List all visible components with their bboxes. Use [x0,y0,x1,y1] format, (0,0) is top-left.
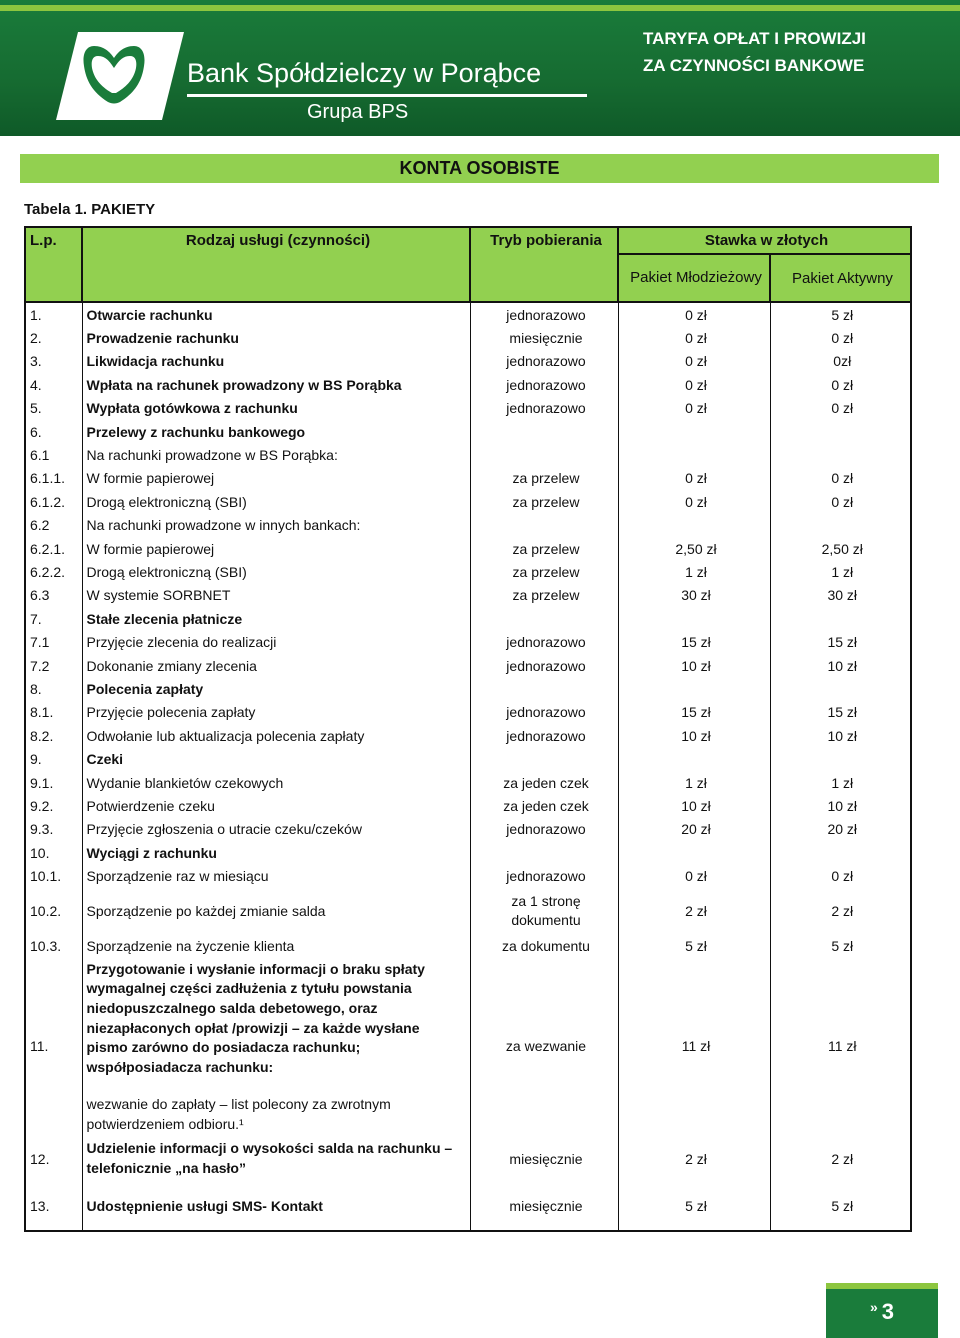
table-row [25,771,911,794]
bank-name: Bank Spółdzielczy w Porąbce [187,58,542,88]
row-service: Czeki [82,747,470,770]
row-price-aktywny: 1 zł [770,560,911,583]
row-service: Polecenia zapłaty [82,677,470,700]
row-mode: za wezwanie [470,958,618,1135]
row-mode: jednorazowo [470,724,618,747]
row-price-aktywny: 5 zł [770,934,911,958]
row-price-mlodziezowy: 10 zł [618,654,770,677]
row-mode: za jeden czek [470,794,618,817]
row-price-aktywny [770,514,911,537]
row-price-mlodziezowy: 10 zł [618,724,770,747]
page-number-box [826,1283,938,1338]
row-price-mlodziezowy: 5 zł [618,1183,770,1231]
row-lp: 8.2. [25,724,82,747]
table-row [25,724,911,747]
row-price-mlodziezowy: 0 zł [618,302,770,326]
row-service: Likwidacja rachunku [82,350,470,373]
table-row [25,373,911,396]
row-price-aktywny: 30 zł [770,584,911,607]
table-row [25,584,911,607]
fee-table [24,226,912,1232]
row-lp: 7. [25,607,82,630]
row-lp: 6.1.2. [25,490,82,513]
row-price-aktywny: 15 zł [770,630,911,653]
table-row [25,302,911,326]
row-mode: za dokumentu [470,934,618,958]
row-price-aktywny: 5 zł [770,302,911,326]
table-row [25,350,911,373]
row-mode: jednorazowo [470,654,618,677]
table-title: Tabela 1. PAKIETY [24,201,156,218]
row-mode-line-1: za 1 stronę [511,892,581,909]
row-lp: 12. [25,1135,82,1183]
row-service: Wydanie blankietów czekowych [82,771,470,794]
row-service: Prowadzenie rachunku [82,326,470,349]
header-rate: Stawka w złotych [618,227,911,254]
row-price-mlodziezowy [618,443,770,466]
header-service: Rodzaj usługi (czynności) [82,227,470,302]
row-lp: 10.3. [25,934,82,958]
row-service: Odwołanie lub aktualizacja polecenia zapłaty [82,724,470,747]
table-row [25,443,911,466]
row-price-mlodziezowy [618,677,770,700]
row-service: Przyjęcie zgłoszenia o utracie czeku/czeków [82,818,470,841]
section-band [20,154,939,183]
row-lp: 7.1 [25,630,82,653]
row-service: Przelewy z rachunku bankowego [82,420,470,443]
row-price-aktywny: 10 zł [770,654,911,677]
row-mode: jednorazowo [470,302,618,326]
row-lp: 6.2.2. [25,560,82,583]
row-price-mlodziezowy: 5 zł [618,934,770,958]
row-service: W formie papierowej [82,467,470,490]
row-service: Drogą elektroniczną (SBI) [82,490,470,513]
row-service: Przyjęcie polecenia zapłaty [82,701,470,724]
spacer [87,1077,470,1095]
row-price-aktywny: 2 zł [770,888,911,934]
row-mode: za przelew [470,584,618,607]
page-header [0,0,960,136]
table-row [25,654,911,677]
table-row [25,934,911,958]
table-row [25,841,911,864]
row-price-mlodziezowy: 11 zł [618,958,770,1135]
table-row [25,397,911,420]
row-lp: 6.1 [25,443,82,466]
row-mode [470,443,618,466]
header-accent-line [0,5,960,11]
table-row [25,1135,911,1183]
header-lp: L.p. [25,227,82,302]
row-lp: 8. [25,677,82,700]
row-price-aktywny: 2,50 zł [770,537,911,560]
row-mode: za przelew [470,490,618,513]
table-row [25,560,911,583]
row-mode: za przelew [470,467,618,490]
row-service: Na rachunki prowadzone w innych bankach: [82,514,470,537]
section-title: KONTA OSOBISTE [399,158,560,178]
row-lp: 6.1.1. [25,467,82,490]
table-row [25,326,911,349]
row-price-aktywny: 0 zł [770,864,911,887]
table-row [25,514,911,537]
row-price-aktywny: 15 zł [770,701,911,724]
row-price-mlodziezowy: 2,50 zł [618,537,770,560]
fee-table-body-extra [25,888,911,1231]
row-price-mlodziezowy: 0 zł [618,864,770,887]
fee-table-body [25,302,911,888]
table-row [25,467,911,490]
row-price-mlodziezowy: 1 zł [618,560,770,583]
row-price-aktywny: 11 zł [770,958,911,1135]
row-mode [470,747,618,770]
row-price-mlodziezowy: 2 zł [618,888,770,934]
row-price-mlodziezowy: 1 zł [618,771,770,794]
table-row [25,607,911,630]
row-service: Stałe zlecenia płatnicze [82,607,470,630]
row-mode: jednorazowo [470,630,618,653]
row-service: W systemie SORBNET [82,584,470,607]
row-mode: jednorazowo [470,818,618,841]
row-mode: jednorazowo [470,350,618,373]
row-mode: jednorazowo [470,373,618,396]
row-price-aktywny: 0 zł [770,467,911,490]
row-service: Wyciągi z rachunku [82,841,470,864]
table-row [25,420,911,443]
row-mode [470,888,618,934]
row-service: Wypłata gotówkowa z rachunku [82,397,470,420]
table-row [25,864,911,887]
row-service: Sporządzenie po każdej zmianie salda [82,888,470,934]
row-price-mlodziezowy: 30 zł [618,584,770,607]
row-lp: 9.2. [25,794,82,817]
row-price-mlodziezowy [618,514,770,537]
row-price-aktywny: 0zł [770,350,911,373]
row-price-aktywny [770,443,911,466]
row-mode: miesięcznie [470,326,618,349]
row-lp: 6.3 [25,584,82,607]
row-price-aktywny: 0 zł [770,326,911,349]
row-price-aktywny: 10 zł [770,724,911,747]
row-lp: 11. [25,958,82,1135]
header-mode: Tryb pobierania [470,227,618,302]
row-lp: 10.2. [25,888,82,934]
footer-accent-line [826,1283,938,1289]
row-price-mlodziezowy: 0 zł [618,397,770,420]
row-service: Sporządzenie na życzenie klienta [82,934,470,958]
row-lp: 13. [25,1183,82,1231]
row-price-mlodziezowy: 2 zł [618,1135,770,1183]
table-row [25,794,911,817]
row-mode [470,841,618,864]
row-service: Otwarcie rachunku [82,302,470,326]
row-price-mlodziezowy: 10 zł [618,794,770,817]
row-price-aktywny: 0 zł [770,397,911,420]
row-price-aktywny: 2 zł [770,1135,911,1183]
row-service: Dokonanie zmiany zlecenia [82,654,470,677]
row-service: Wpłata na rachunek prowadzony w BS Porąbka [82,373,470,396]
row-price-aktywny: 5 zł [770,1183,911,1231]
bank-logo-icon [56,32,184,120]
row-price-mlodziezowy [618,841,770,864]
row-mode-line-2: dokumentu [511,911,581,928]
row-service: W formie papierowej [82,537,470,560]
row-price-aktywny [770,677,911,700]
document-title-line-1: TARYFA OPŁAT I PROWIZJI [643,29,866,48]
row-price-mlodziezowy: 0 zł [618,467,770,490]
row-service: Udzielenie informacji o wysokości salda na rachunku – telefonicznie „na hasło” [82,1135,470,1183]
row-lp: 6.2.1. [25,537,82,560]
row-lp: 6.2 [25,514,82,537]
row-mode: za jeden czek [470,771,618,794]
table-row [25,537,911,560]
row-price-mlodziezowy: 15 zł [618,701,770,724]
row-lp: 6. [25,420,82,443]
row-price-aktywny: 1 zł [770,771,911,794]
row-lp: 4. [25,373,82,396]
table-row [25,490,911,513]
page-number-value: 3 [881,1299,895,1324]
table-row [25,818,911,841]
row-service-bold: Przygotowanie i wysłanie informacji o braku spłaty wymagalnej części zadłużenia z tytułu powstania niedopuszczalnego salda debetowego, oraz niezapłaconych opłat /prowizji – za każde wysłane pismo zarówno do posiadacza rachunku; współposiadacza rachunku: [86,960,425,1075]
row-service: Sporządzenie raz w miesiącu [82,864,470,887]
row-service [82,958,470,1135]
table-row [25,701,911,724]
row-mode: za przelew [470,537,618,560]
row-price-mlodziezowy [618,747,770,770]
header-pkg-mlodziezowy: Pakiet Młodzieżowy [618,254,770,302]
row-mode: za przelew [470,560,618,583]
table-row [25,747,911,770]
row-price-mlodziezowy [618,420,770,443]
bank-group: Grupa BPS [307,101,409,123]
bank-name-underline [187,94,587,97]
document-title-line-2: ZA CZYNNOŚCI BANKOWE [643,56,865,75]
row-mode [470,607,618,630]
row-lp: 1. [25,302,82,326]
row-price-mlodziezowy: 0 zł [618,490,770,513]
row-price-mlodziezowy [618,607,770,630]
row-mode: jednorazowo [470,701,618,724]
document-title [643,25,866,79]
row-price-aktywny [770,841,911,864]
row-lp: 2. [25,326,82,349]
row-lp: 5. [25,397,82,420]
row-price-aktywny: 20 zł [770,818,911,841]
row-mode [470,514,618,537]
header-pkg-aktywny: Pakiet Aktywny [770,254,911,302]
table-row [25,630,911,653]
row-price-aktywny [770,420,911,443]
row-price-mlodziezowy: 0 zł [618,373,770,396]
row-price-aktywny: 10 zł [770,794,911,817]
row-price-mlodziezowy: 20 zł [618,818,770,841]
row-price-aktywny: 0 zł [770,373,911,396]
row-mode: miesięcznie [470,1183,618,1231]
table-row [25,1183,911,1231]
row-price-aktywny [770,747,911,770]
row-mode: jednorazowo [470,864,618,887]
row-mode [470,420,618,443]
row-price-mlodziezowy: 0 zł [618,326,770,349]
row-price-aktywny [770,607,911,630]
table-row [25,677,911,700]
row-service: Przyjęcie zlecenia do realizacji [82,630,470,653]
row-mode: miesięcznie [470,1135,618,1183]
chevron-right-icon: » [869,1299,878,1315]
table-row [25,958,911,1135]
row-service: Udostępnienie usługi SMS- Kontakt [82,1183,470,1231]
row-service: Drogą elektroniczną (SBI) [82,560,470,583]
row-lp: 9.1. [25,771,82,794]
row-lp: 8.1. [25,701,82,724]
row-price-aktywny: 0 zł [770,490,911,513]
row-service: Na rachunki prowadzone w BS Porąbka: [82,443,470,466]
row-lp: 10. [25,841,82,864]
row-service: Potwierdzenie czeku [82,794,470,817]
row-mode: jednorazowo [470,397,618,420]
row-lp: 9. [25,747,82,770]
row-service-note: wezwanie do zapłaty – list polecony za zwrotnym potwierdzeniem odbioru.¹ [86,1096,391,1132]
row-lp: 7.2 [25,654,82,677]
row-price-mlodziezowy: 15 zł [618,630,770,653]
page-number [826,1299,938,1325]
row-mode [470,677,618,700]
row-price-mlodziezowy: 0 zł [618,350,770,373]
row-lp: 3. [25,350,82,373]
table-row [25,888,911,934]
row-lp: 9.3. [25,818,82,841]
row-lp: 10.1. [25,864,82,887]
